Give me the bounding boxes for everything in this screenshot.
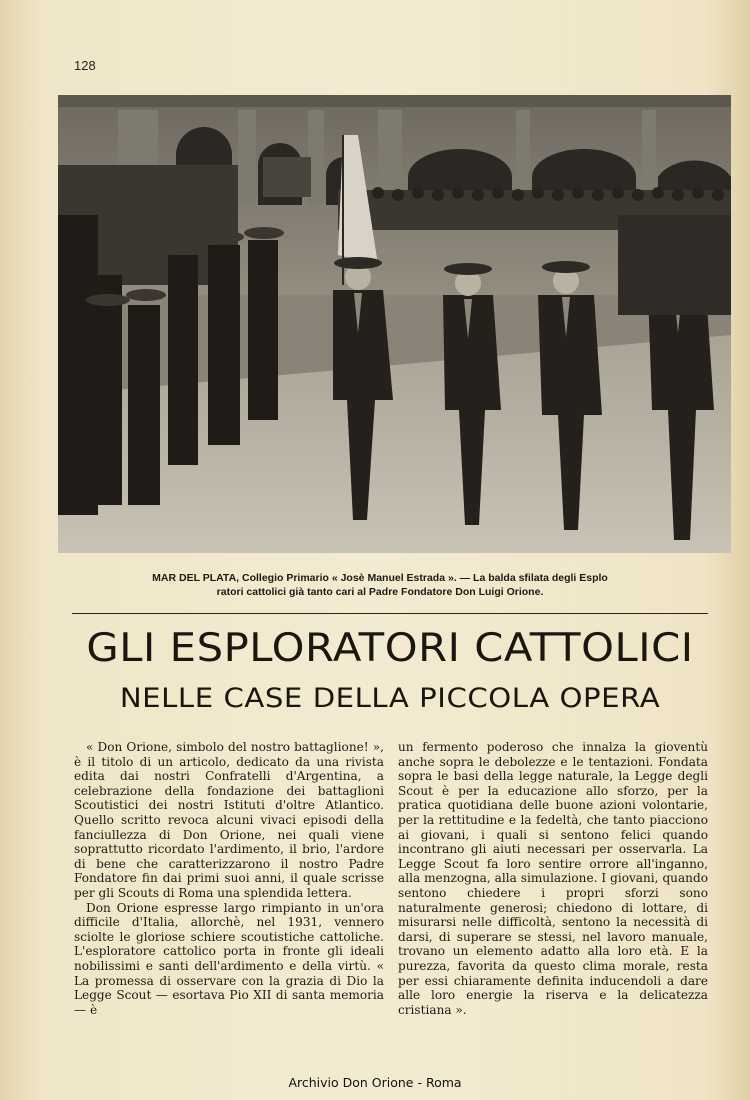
caption-line-1: MAR DEL PLATA, Collegio Primario « Josè Manuel Estrada ». — La balda sfilata degli Esplo — [152, 572, 608, 584]
photo-caption — [100, 571, 660, 599]
article-column-left — [74, 740, 384, 1017]
caption-line-2: ratori cattolici già tanto cari al Padre Fondatore Don Luigi Orione. — [216, 586, 544, 598]
paragraph: Don Orione espresse largo rimpianto in un'ora difficile d'Italia, allorchè, nel 1931, vennero sciolte le gloriose schiere scoutistiche cattoliche. L'esploratore cattolico porta in fronte gli ideali nobilissimi e santi dell'ardimento e della virtù. « La promessa di osservare con la grazia di Dio la Legge Scout — esortava Pio XII di santa memoria — è — [74, 900, 384, 1017]
paragraph: « Don Orione, simbolo del nostro battaglione! », è il titolo di un articolo, dedicato da una rivista edita dai nostri Confratelli d'Argentina, a celebrazione della fondazione dei battaglioni Scoutistici dei nostri Istituti d'oltre Atlantico. Quello scritto revoca alcuni vivaci episodi della fanciullezza di Don Orione, nei quali viene soprattutto ricordato l'ardimento, il brio, l'ardore di bene che caratterizzarono il nostro Padre Fondatore fin dai primi suoi anni, il quale scrisse per gli Scouts di Roma una splendida lettera. — [74, 740, 384, 900]
page-number: 128 — [74, 58, 96, 73]
scout-parade-photo — [58, 95, 731, 553]
archive-footer: Archivio Don Orione - Roma — [288, 1075, 462, 1090]
paragraph: un fermento poderoso che innalza la gioventù anche sopra le debolezze e le tentazioni. Fondata sopra le basi della legge naturale, la Legge degli Scout è per la educazione allo sforzo, per la pratica quotidiana delle buone azioni volontarie, per la rettitudine e la fedeltà, che tanto piacciono ai giovani, i quali si sentono felici quando incontrano gli aiuti necessari per osservarla. La Legge Scout fa loro sentire orrore all'inganno, alla menzogna, alla simulazione. I giovani, quando sentono chiedere i propri sforzi sono naturalmente generosi; chiedono di lottare, di misurarsi nelle difficoltà, sentono la necessità di darsi, di superare se stessi, nel lavoro manuale, trovano un elemento adatto alla loro età. E la purezza, favorita da questo clima morale, resta per essi chiaramente definita inducendoli a dare alle loro energie la riserva e la delicatezza cristiana ». — [398, 740, 708, 1017]
article-subtitle: NELLE CASE DELLA PICCOLA OPERA — [119, 683, 661, 714]
divider-rule — [72, 613, 708, 614]
article-title: GLI ESPLORATORI CATTOLICI — [86, 626, 694, 671]
article-column-right — [398, 740, 708, 1017]
